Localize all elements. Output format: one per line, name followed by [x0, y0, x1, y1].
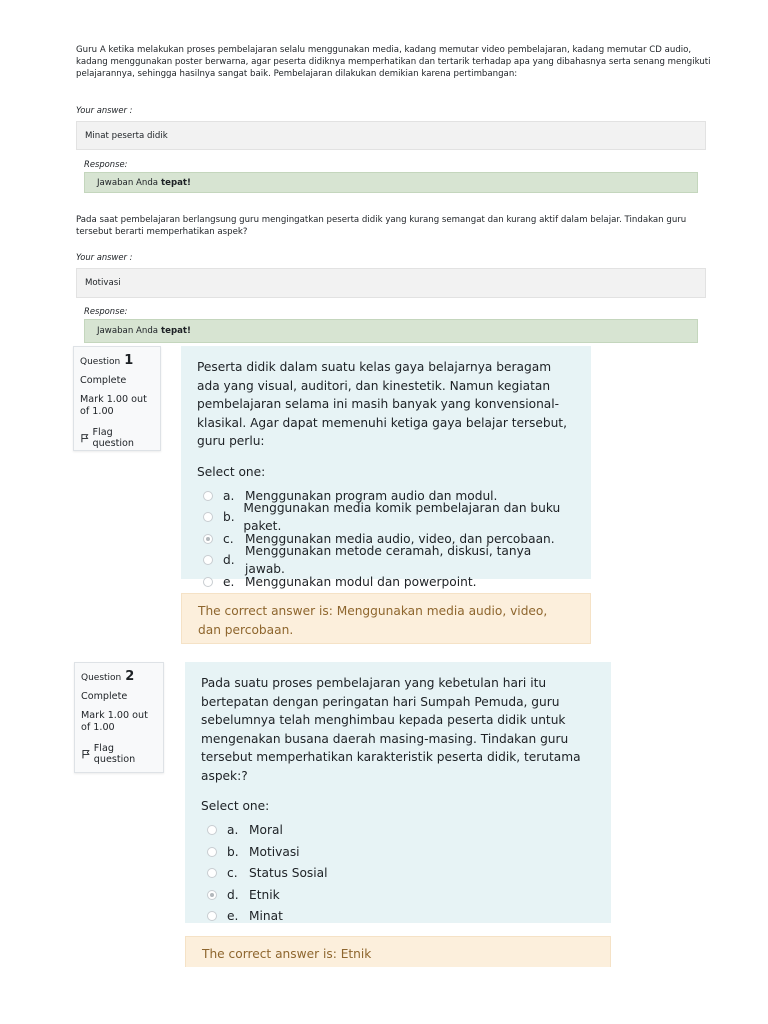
your-answer-text: Motivasi — [85, 278, 121, 288]
reviewed-question-text: Pada saat pembelajaran berlangsung guru mengingatkan peserta didik yang kurang semangat dan kurang aktif dalam belajar. Tindakan guru tersebut berarti memperhatikan aspek? — [76, 215, 687, 237]
answer-option-a[interactable]: a. Moral — [201, 820, 595, 842]
radio-button-selected[interactable] — [207, 890, 217, 900]
select-one-label: Select one: — [197, 464, 266, 479]
radio-button[interactable] — [207, 825, 217, 835]
question-state: Complete — [80, 375, 127, 386]
your-answer-label: Your answer : — [76, 105, 133, 115]
radio-button-selected[interactable] — [203, 534, 213, 544]
question-state: Complete — [81, 691, 128, 702]
response-label: Response: — [84, 306, 128, 316]
your-answer-value — [76, 268, 706, 298]
your-answer-text: Minat peserta didik — [85, 130, 168, 141]
correct-answer-feedback: The correct answer is: Etnik — [185, 936, 611, 967]
response-text: Jawaban Anda — [97, 177, 159, 188]
question-info-1 — [73, 346, 161, 451]
question-mark: Mark 1.00 out of 1.00 — [81, 710, 148, 733]
flag-icon — [81, 749, 91, 759]
radio-button[interactable] — [203, 512, 213, 522]
response-feedback — [84, 172, 698, 193]
select-one-label: Select one: — [201, 799, 270, 813]
answer-option-c[interactable]: c. Menggunakan media audio, video, dan percobaan. — [197, 528, 575, 550]
reviewed-question-text: Guru A ketika melakukan proses pembelajaran selalu menggunakan media, kadang memutar video pembelajaran, kadang memutar CD audio, kadang menggunakan poster berwarna, agar peserta didiknya memperhatikan dan tertarik terhadap apa yang dibahasnya serta senang mengikuti pelajarannya, sehingga hasilnya sangat baik. Pembelajaran dilakukan demikian karena pertimbangan: — [76, 45, 711, 79]
answer-option-b[interactable]: b. Menggunakan media komik pembelajaran dan buku paket. — [197, 507, 575, 529]
response-text: Jawaban Anda — [97, 326, 159, 336]
response-feedback — [84, 319, 698, 343]
radio-button[interactable] — [207, 868, 217, 878]
your-answer-label: Your answer : — [76, 252, 133, 262]
question-content-2 — [185, 662, 611, 923]
response-result: tepat! — [161, 177, 191, 188]
radio-button[interactable] — [207, 911, 217, 921]
response-result: tepat! — [161, 326, 191, 336]
flag-question-link[interactable]: Flag question — [81, 743, 157, 765]
radio-button[interactable] — [203, 555, 213, 565]
flag-question-link[interactable]: Flag question — [80, 427, 154, 449]
question-info-2 — [74, 662, 164, 773]
answer-option-c[interactable]: c. Status Sosial — [201, 863, 595, 885]
question-content-1 — [181, 346, 591, 589]
correct-answer-feedback: The correct answer is: Menggunakan media audio, video, dan percobaan. — [181, 593, 591, 644]
question-number: Question 2 — [81, 669, 135, 684]
flag-icon — [80, 433, 90, 443]
answer-option-a[interactable]: a. Menggunakan program audio dan modul. — [197, 485, 575, 507]
answer-option-d[interactable]: d. Etnik — [201, 884, 595, 906]
answer-option-b[interactable]: b. Motivasi — [201, 841, 595, 863]
your-answer-value — [76, 121, 706, 150]
question-text: Peserta didik dalam suatu kelas gaya belajarnya beragam ada yang visual, auditori, dan kinestetik. Namun kegiatan pembelajaran selama ini masih banyak yang konvensional-klasikal. Agar dapat memenuhi ketiga gaya belajar tersebut, guru perlu: — [197, 360, 567, 448]
response-label: Response: — [84, 159, 128, 169]
question-number: Question 1 — [80, 353, 134, 368]
answer-option-e[interactable]: e. Minat — [201, 906, 595, 928]
answer-option-d[interactable]: d. Menggunakan metode ceramah, diskusi, tanya jawab. — [197, 550, 575, 572]
question-mark: Mark 1.00 out of 1.00 — [80, 394, 147, 417]
radio-button[interactable] — [203, 577, 213, 587]
question-text: Pada suatu proses pembelajaran yang kebetulan hari itu bertepatan dengan peringatan hari Sumpah Pemuda, guru sebelumnya telah menghimbau kepada peserta didik untuk mengenakan busana daerah masing-masing. Tindakan guru tersebut memperhatikan karakteristik peserta didik, terutama aspek:? — [201, 676, 581, 783]
radio-button[interactable] — [203, 491, 213, 501]
radio-button[interactable] — [207, 847, 217, 857]
answer-option-e[interactable]: e. Menggunakan modul dan powerpoint. — [197, 571, 575, 593]
